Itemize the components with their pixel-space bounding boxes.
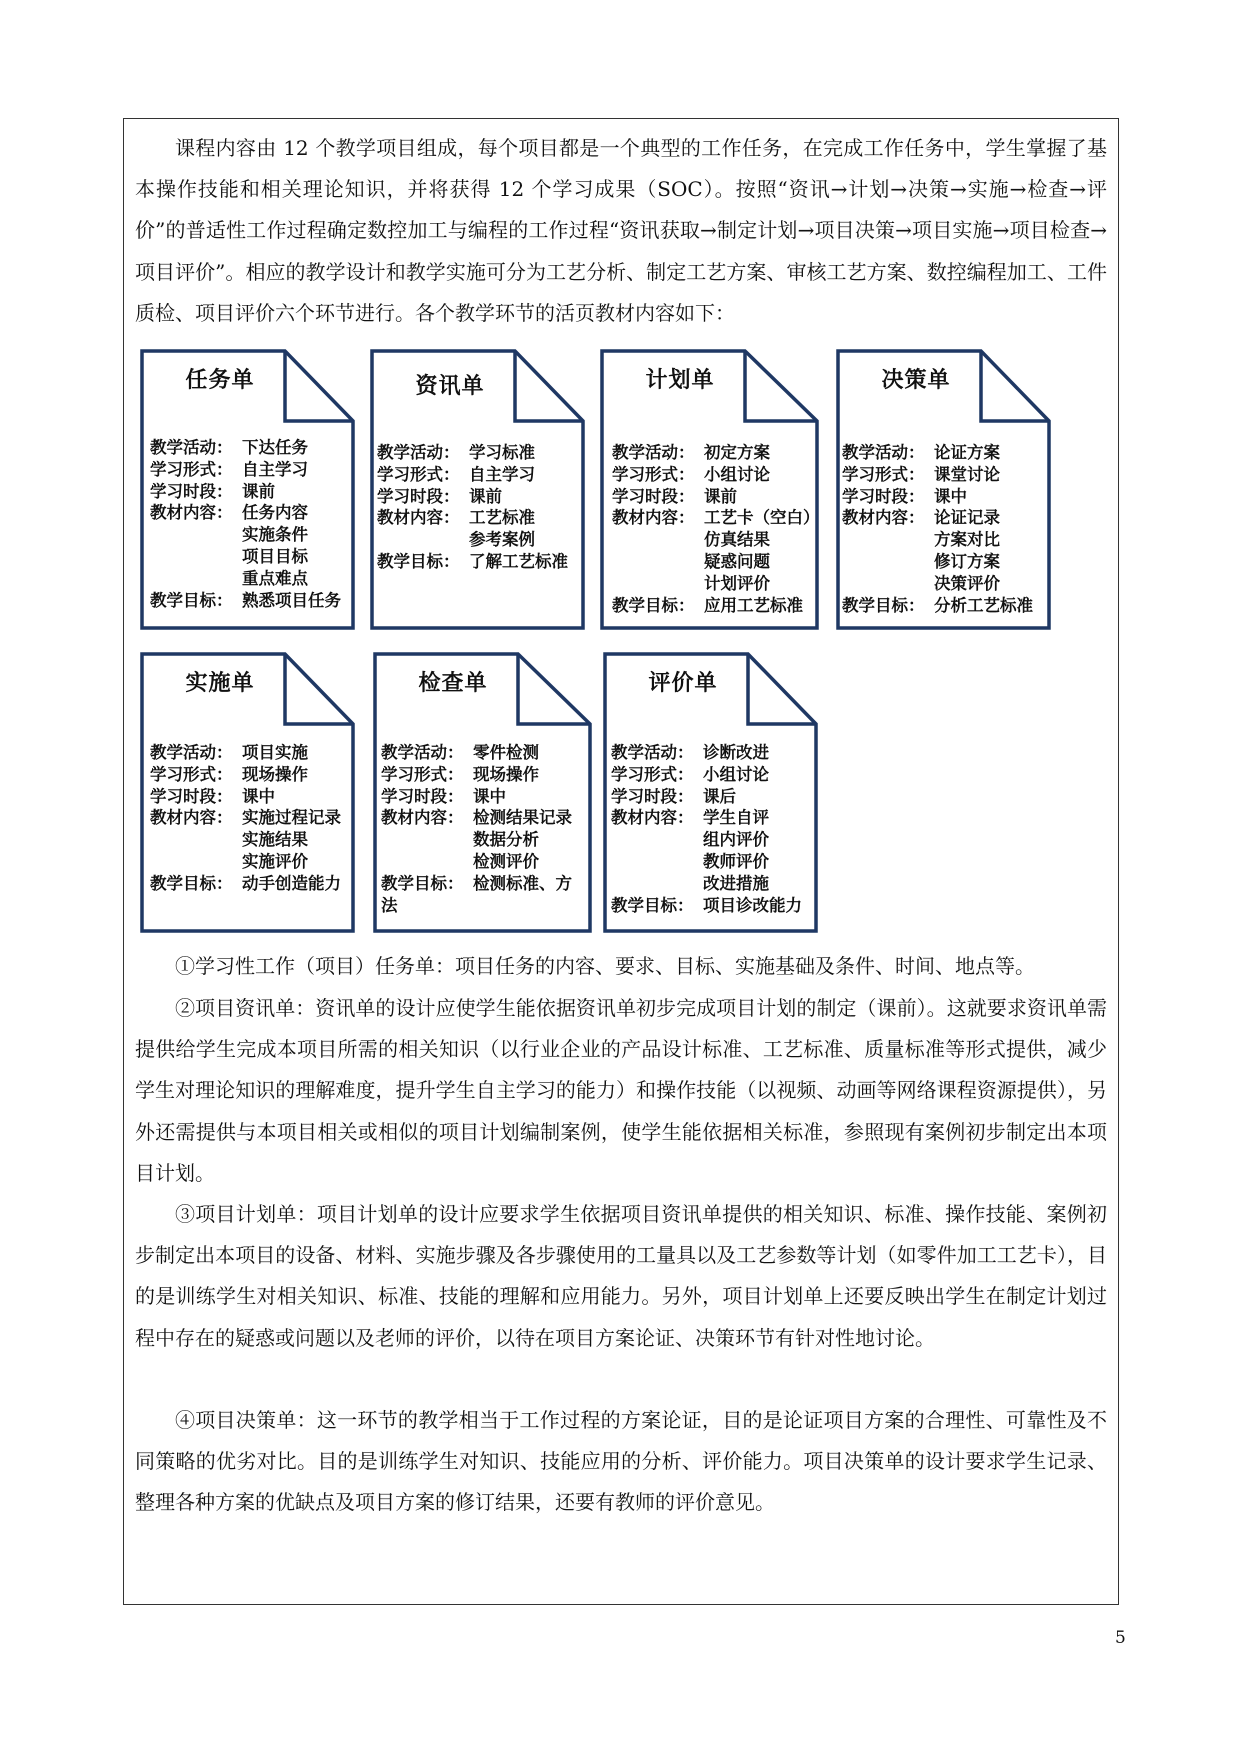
card-title: 实施单 (185, 670, 255, 696)
card-body: 教学活动： 零件检测 学习形式： 现场操作 学习时段： 课中 教材内容： 检测结果记录 数据分析 检测评价 教学目标： 检测标准、方 法 (381, 743, 572, 915)
card-check-sheet (373, 652, 593, 933)
card-plan-sheet (600, 349, 820, 630)
card-task-sheet (140, 349, 356, 630)
card-decision-sheet (836, 349, 1052, 630)
card-body: 教学活动： 下达任务 学习形式： 自主学习 学习时段： 课前 教材内容： 任务内容 实施条件 项目目标 重点难点 教学目标： 熟悉项目任务 (150, 438, 341, 610)
card-body: 教学活动： 论证方案 学习形式： 课堂讨论 学习时段： 课中 教材内容： 论证记录 方案对比 修订方案 决策评价 教学目标： 分析工艺标准 (842, 443, 1033, 615)
paragraph-task-sheet: ①学习性工作（项目）任务单：项目任务的内容、要求、目标、实施基础及条件、时间、地点等。 (175, 954, 1035, 978)
card-title: 资讯单 (415, 373, 485, 399)
card-body: 教学活动： 学习标准 学习形式： 自主学习 学习时段： 课前 教材内容： 工艺标准 参考案例 教学目标： 了解工艺标准 (377, 443, 568, 571)
intro-paragraph: 课程内容由 12 个教学项目组成，每个项目都是一个典型的工作任务，在完成工作任务中，学生掌握了基本操作技能和相关理论知识，并将获得 12 个学习成果（SOC）。按照“资讯→计划→决策→实施→检查→评价”的普适性工作过程确定数控加工与编程的工作过程“资讯获取→制定计划→项目决策→项目实施→项目检查→项目评价”。相应的教学设计和教学实施可分为工艺分析、制定工艺方案、审核工艺方案、数控编程加工、工件质检、项目评价六个环节进行。各个教学环节的活页教材内容如下： (135, 136, 1107, 325)
card-body: 教学活动： 项目实施 学习形式： 现场操作 学习时段： 课中 教材内容： 实施过程记录 实施结果 实施评价 教学目标： 动手创造能力 (150, 743, 341, 893)
card-evaluation-sheet (603, 652, 819, 933)
card-implement-sheet (140, 652, 356, 933)
card-title: 决策单 (881, 367, 951, 393)
card-title: 计划单 (645, 367, 715, 393)
paragraph-plan-sheet: ③项目计划单：项目计划单的设计应要求学生依据项目资讯单提供的相关知识、标准、操作技能、案例初步制定出本项目的设备、材料、实施步骤及各步骤使用的工量具以及工艺参数等计划（如零件加工工艺卡），目的是训练学生对相关知识、标准、技能的理解和应用能力。另外，项目计划单上还要反映出学生在制定计划过程中存在的疑惑或问题以及老师的评价，以待在项目方案论证、决策环节有针对性地讨论。 (135, 1202, 1107, 1350)
card-title: 检查单 (418, 670, 488, 696)
card-title: 任务单 (185, 367, 255, 393)
card-info-sheet (370, 349, 586, 630)
card-body: 教学活动： 诊断改进 学习形式： 小组讨论 学习时段： 课后 教材内容： 学生自评 组内评价 教师评价 改进措施 教学目标： 项目诊改能力 (611, 743, 802, 915)
paragraph-decision-sheet: ④项目决策单：这一环节的教学相当于工作过程的方案论证，目的是论证项目方案的合理性、可靠性及不同策略的优劣对比。目的是训练学生对知识、技能应用的分析、评价能力。项目决策单的设计要求学生记录、整理各种方案的优缺点及项目方案的修订结果，还要有教师的评价意见。 (135, 1408, 1107, 1515)
card-title: 评价单 (648, 670, 718, 696)
card-body: 教学活动： 初定方案 学习形式： 小组讨论 学习时段： 课前 教材内容： 工艺卡（空白） 仿真结果 疑惑问题 计划评价 教学目标： 应用工艺标准 (612, 443, 820, 615)
page-number: 5 (1115, 1628, 1126, 1648)
paragraph-info-sheet: ②项目资讯单：资讯单的设计应使学生能依据资讯单初步完成项目计划的制定（课前）。这就要求资讯单需提供给学生完成本项目所需的相关知识（以行业企业的产品设计标准、工艺标准、质量标准等形式提供，减少学生对理论知识的理解难度，提升学生自主学习的能力）和操作技能（以视频、动画等网络课程资源提供），另外还需提供与本项目相关或相似的项目计划编制案例，使学生能依据相关标准，参照现有案例初步制定出本项目计划。 (135, 996, 1107, 1185)
